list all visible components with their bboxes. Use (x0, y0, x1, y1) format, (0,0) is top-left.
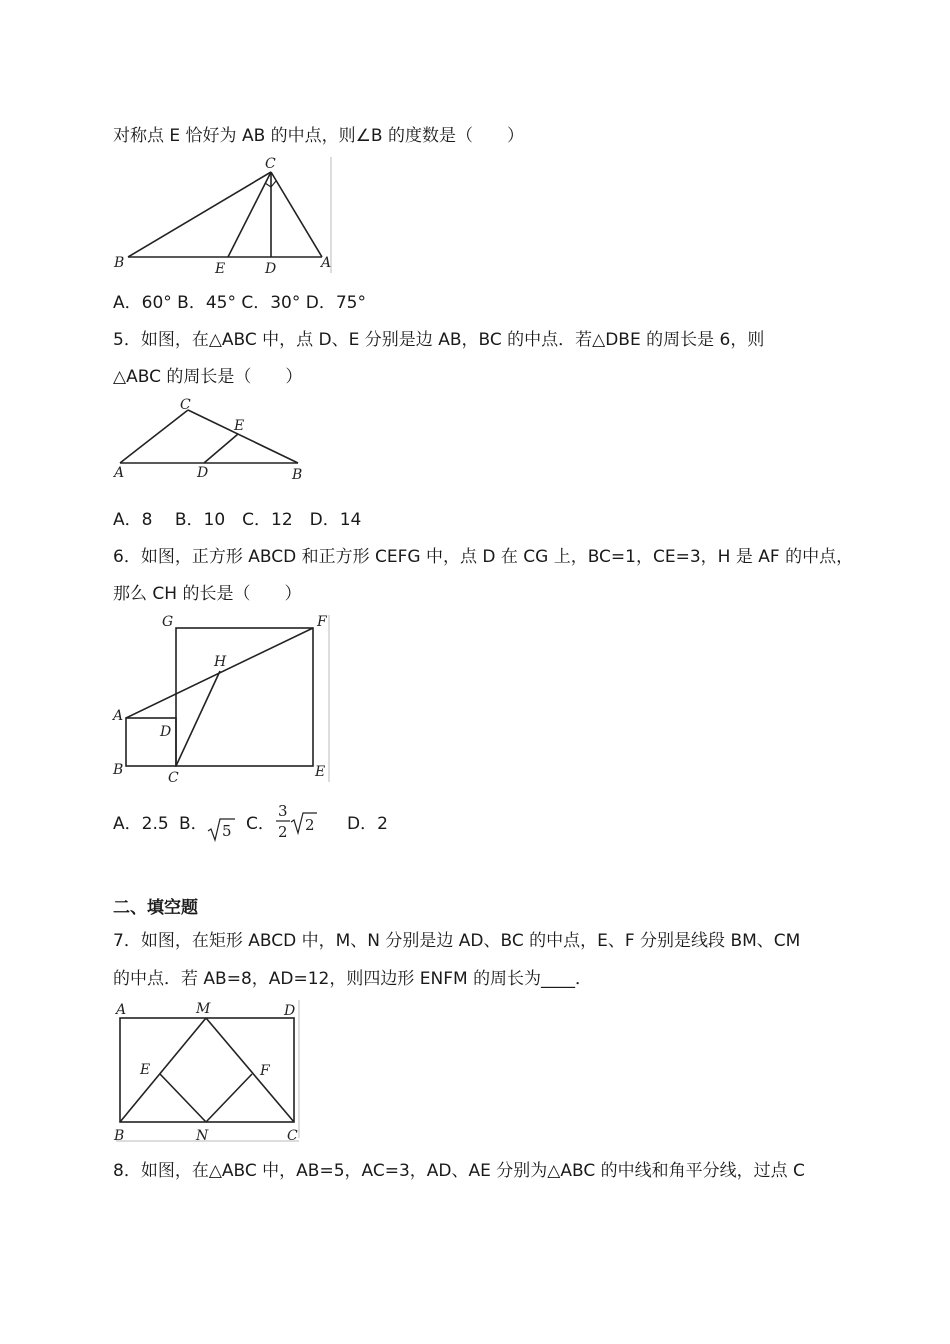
q5-label-e: E (234, 418, 245, 434)
q7-label-a: A (116, 1002, 127, 1018)
q6-label-g: G (162, 614, 174, 630)
q6-option-a: A．2.5 (113, 814, 169, 834)
q5-segment-de (204, 434, 238, 463)
q7-label-c: C (287, 1128, 298, 1144)
q7-label-e: E (140, 1062, 151, 1078)
q6-label-d: D (160, 724, 172, 740)
q7-figure (110, 998, 310, 1148)
q6-label-f: F (317, 614, 327, 630)
q5-stem-line2: △ABC 的周长是（ ） (113, 367, 303, 387)
q6-segment-ch (176, 671, 220, 766)
q6-option-c-fraction (272, 800, 322, 844)
q7-label-d: D (284, 1003, 296, 1019)
q4-label-b: B (114, 255, 125, 271)
q4-stem-tail: 对称点 E 恰好为 AB 的中点，则∠B 的度数是（ ） (113, 126, 524, 146)
q7-label-f: F (260, 1063, 270, 1079)
q6-option-b-radicand: 5 (222, 822, 232, 840)
q6-option-d: D．2 (347, 814, 388, 834)
q7-stem-line1: 7．如图，在矩形 ABCD 中，M、N 分别是边 AD、BC 的中点，E、F 分别是线段 BM、CM (113, 931, 801, 951)
q6-square-cefg (176, 628, 313, 766)
q4-label-e: E (215, 261, 226, 277)
q5-options: A．8 B．10 C．12 D．14 (113, 510, 362, 530)
q5-label-d: D (197, 465, 209, 481)
q4-segment-ca (271, 172, 322, 257)
q6-stem-line2: 那么 CH 的长是（ ） (113, 584, 302, 604)
q6-option-b-sqrt5 (207, 815, 237, 843)
q4-figure (110, 155, 335, 280)
q4-label-c: C (265, 156, 276, 172)
q6-figure (110, 610, 340, 785)
q7-segment-en (160, 1074, 206, 1122)
q7-label-n: N (196, 1128, 209, 1144)
q6-option-c-numerator: 3 (278, 802, 288, 820)
q5-stem-line1: 5．如图，在△ABC 中，点 D、E 分别是边 AB，BC 的中点．若△DBE 的周长是 6，则 (113, 330, 765, 350)
q5-label-a: A (114, 465, 125, 481)
q6-option-c-prefix: C． (246, 814, 275, 834)
q5-figure (110, 395, 310, 485)
q6-label-b: B (113, 762, 124, 778)
q4-label-d: D (265, 261, 277, 277)
q6-label-c: C (168, 770, 179, 786)
q5-label-b: B (292, 467, 303, 483)
q4-options: A．60° B．45° C．30° D．75° (113, 293, 366, 313)
q5-label-c: C (180, 397, 191, 413)
q6-label-h: H (214, 654, 227, 670)
section-heading: 二、填空题 (113, 898, 198, 918)
q6-label-a: A (113, 708, 124, 724)
q4-label-a: A (321, 255, 332, 271)
q7-segment-nf (206, 1074, 252, 1122)
q6-option-c-denominator: 2 (278, 823, 288, 841)
q7-stem-line2: 的中点．若 AB=8，AD=12，则四边形 ENFM 的周长为____． (113, 969, 593, 989)
q6-stem-line1: 6．如图，正方形 ABCD 和正方形 CEFG 中，点 D 在 CG 上，BC=1，CE=3，H 是 AF 的中点， (113, 547, 854, 567)
q6-label-e: E (315, 764, 326, 780)
q6-option-c-radicand: 2 (305, 816, 315, 834)
q7-label-m: M (196, 1001, 211, 1017)
q8-stem-line1: 8．如图，在△ABC 中，AB=5，AC=3，AD、AE 分别为△ABC 的中线和角平分线，过点 C (113, 1161, 805, 1181)
q7-segment-mc (206, 1018, 294, 1122)
q7-label-b: B (114, 1128, 125, 1144)
q5-segment-ac (120, 410, 188, 463)
q6-option-b-prefix: B． (179, 814, 208, 834)
q7-segment-bm (120, 1018, 206, 1122)
